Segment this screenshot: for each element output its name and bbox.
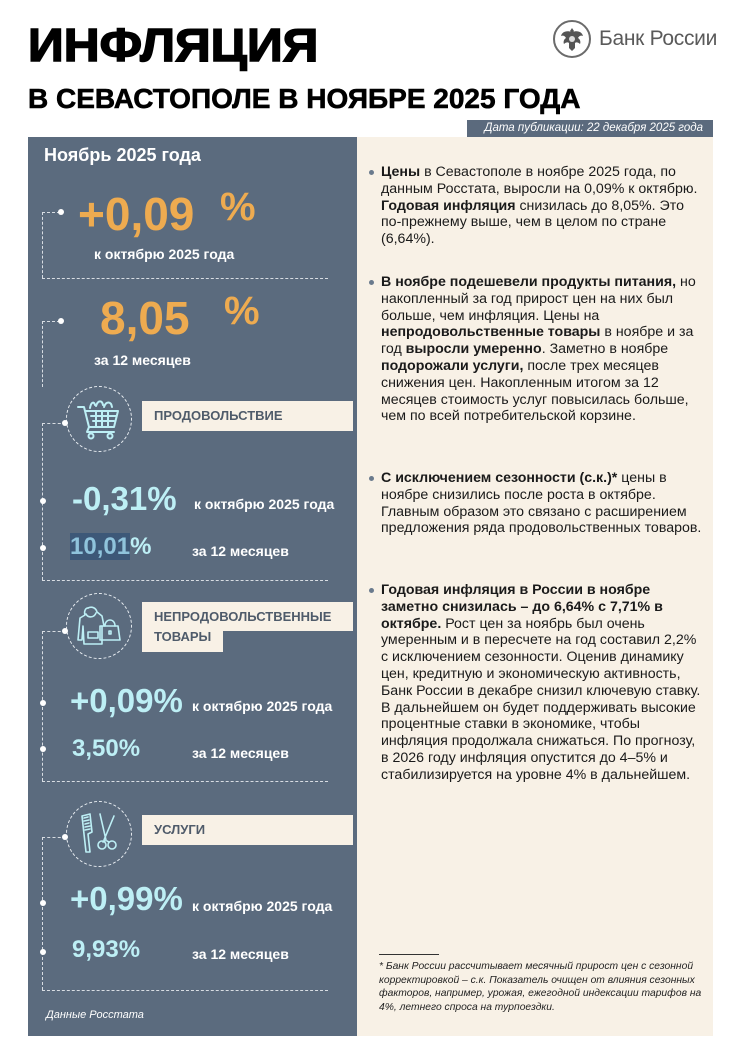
bracket-line — [42, 837, 43, 990]
connector-dot — [62, 628, 68, 634]
category-label-food: ПРОДОВОЛЬСТВИЕ — [142, 401, 353, 431]
bullet-text: . Заметно в ноябре — [541, 341, 669, 358]
row-dot — [40, 949, 46, 955]
logo-text: Банк России — [599, 27, 718, 50]
divider-line — [42, 580, 328, 581]
bullet-bold: выросли умеренно — [405, 341, 542, 358]
monthly-inflation-unit: % — [220, 185, 256, 229]
footnote-divider — [379, 954, 439, 955]
annual-inflation-value: 8,05 — [100, 292, 190, 344]
divider-line — [42, 781, 328, 782]
divider-line — [42, 990, 328, 991]
bullet-bold: подорожали услуги, — [381, 357, 524, 374]
page-subtitle: В СЕВАСТОПОЛЕ В НОЯБРЕ 2025 ГОДА — [28, 83, 581, 114]
connector-dot — [58, 209, 64, 215]
category-label-services: УСЛУГИ — [142, 815, 353, 845]
food-icon-circle — [66, 386, 132, 452]
nonfood-annual-value: 3,50% — [72, 735, 141, 762]
bullet-item — [369, 582, 704, 784]
category-label-nonfood-line2: ТОВАРЫ — [154, 629, 212, 644]
food-annual-value-unit: % — [130, 533, 152, 560]
row-dot — [40, 545, 46, 551]
monthly-inflation-label: к октябрю 2025 года — [94, 246, 235, 262]
shopping-cart-icon — [76, 397, 122, 441]
row-dot — [40, 700, 46, 706]
food-monthly-value: -0,31% — [72, 480, 177, 517]
bullet-item — [369, 470, 704, 537]
comb-and-scissors-icon — [76, 812, 122, 856]
bullet-text: в ноябре и за год — [381, 324, 694, 358]
services-icon-circle — [66, 801, 132, 867]
food-annual-label: за 12 месяцев — [192, 543, 289, 559]
bullet-text: в Севастополе в ноябре 2025 года, по данным Росстата, выросли на 0,09% к октябрю. — [381, 164, 698, 197]
bullet-text: цены в ноябре снизились после роста в октябре. Главным образом это связано с расширением предложения ряда продовольственных товаров. — [381, 470, 702, 537]
nonfood-icon-circle — [66, 593, 132, 659]
bullet-bold: Годовая инфляция — [381, 197, 516, 214]
nonfood-annual-label: за 12 месяцев — [192, 745, 289, 761]
footnote: * Банк России рассчитывает месячный прирост цен с сезонной корректировкой – с.к. Показатель очищен от влияния сезонных факторов, например, урожая, ежегодной индексации тарифов на 4%, летнего спроса на турпоездки. — [379, 961, 702, 1013]
annual-inflation-label: за 12 месяцев — [94, 352, 191, 368]
connector-dot — [58, 318, 64, 324]
stats-panel — [28, 137, 357, 1036]
monthly-inflation-value: +0,09 — [78, 188, 195, 240]
annual-inflation-unit: % — [224, 289, 260, 333]
services-annual-value: 9,93% — [72, 936, 141, 963]
bullet-bold: Годовая инфляция в России в ноябре заметно снизилась – до 6,64% с 7,71% в октябре. — [381, 582, 663, 632]
bank-logo — [553, 20, 717, 58]
bullet-bold: С исключением сезонности (с.к.)* — [381, 470, 618, 486]
food-annual-value-highlighted: 10,01 — [70, 533, 131, 560]
bullet-text: но накопленный за год прирост цен на них был больше, чем инфляция. Цены на — [381, 274, 696, 324]
bracket-line — [42, 321, 43, 387]
row-dot — [40, 746, 46, 752]
category-label-nonfood-line1: НЕПРОДОВОЛЬСТВЕННЫЕ — [154, 609, 332, 624]
nonfood-monthly-label: к октябрю 2025 года — [192, 698, 333, 714]
connector-dot — [62, 834, 68, 840]
bullet-item — [369, 164, 704, 248]
row-dot — [40, 900, 46, 906]
bullet-bold: Цены — [381, 164, 421, 180]
services-monthly-value: +0,99% — [70, 880, 183, 917]
services-monthly-label: к октябрю 2025 года — [192, 898, 333, 914]
category-label-nonfood-line2-box — [142, 627, 223, 652]
hoodie-and-bag-icon — [76, 604, 122, 648]
divider-line — [42, 278, 328, 279]
nonfood-monthly-value: +0,09% — [70, 682, 183, 719]
data-source: Данные Росстата — [46, 1009, 144, 1021]
page-title: ИНФЛЯЦИЯ — [28, 19, 319, 71]
publication-date: Дата публикации: 22 декабря 2025 года — [467, 120, 713, 137]
bullet-text: после трех месяцев снижения цен. Накопленным итогом за 12 месяцев стоимость услуг повысилась больше, чем по всей потребительской корзине. — [381, 357, 689, 425]
row-dot — [40, 498, 46, 504]
services-annual-label: за 12 месяцев — [192, 946, 289, 962]
food-monthly-label: к октябрю 2025 года — [194, 496, 335, 512]
bullet-text: Рост цен за ноябрь был очень умеренным и в пересчете на год составил 2,2% с исключением сезонности. Оценив динамику цен, кредитную и экономическую активность, Банк России в декабре снизил ключевую ставку. В дальнейшем он будет поддерживать высокие процентные ставки в экономике, чтобы инфляция продолжала снижаться. По прогнозу, в 2026 году инфляция опустится до 4–5% и стабилизируется на уровне 4% в дальнейшем. — [381, 615, 701, 783]
bullet-bold: непродовольственные товары — [381, 324, 601, 341]
bullet-item — [369, 274, 704, 425]
period-heading: Ноябрь 2025 года — [44, 145, 201, 165]
bullet-text: снизилась до 8,05%. Это по-прежнему выше, чем в целом по стране (6,64%). — [381, 197, 684, 248]
connector-dot — [62, 420, 68, 426]
commentary-panel — [357, 137, 713, 1036]
bracket-line — [42, 212, 43, 278]
eagle-emblem-icon — [553, 20, 591, 58]
bullet-bold: В ноябре подешевели продукты питания, — [381, 274, 677, 290]
food-annual-value — [70, 535, 151, 559]
bracket-line — [42, 631, 43, 781]
